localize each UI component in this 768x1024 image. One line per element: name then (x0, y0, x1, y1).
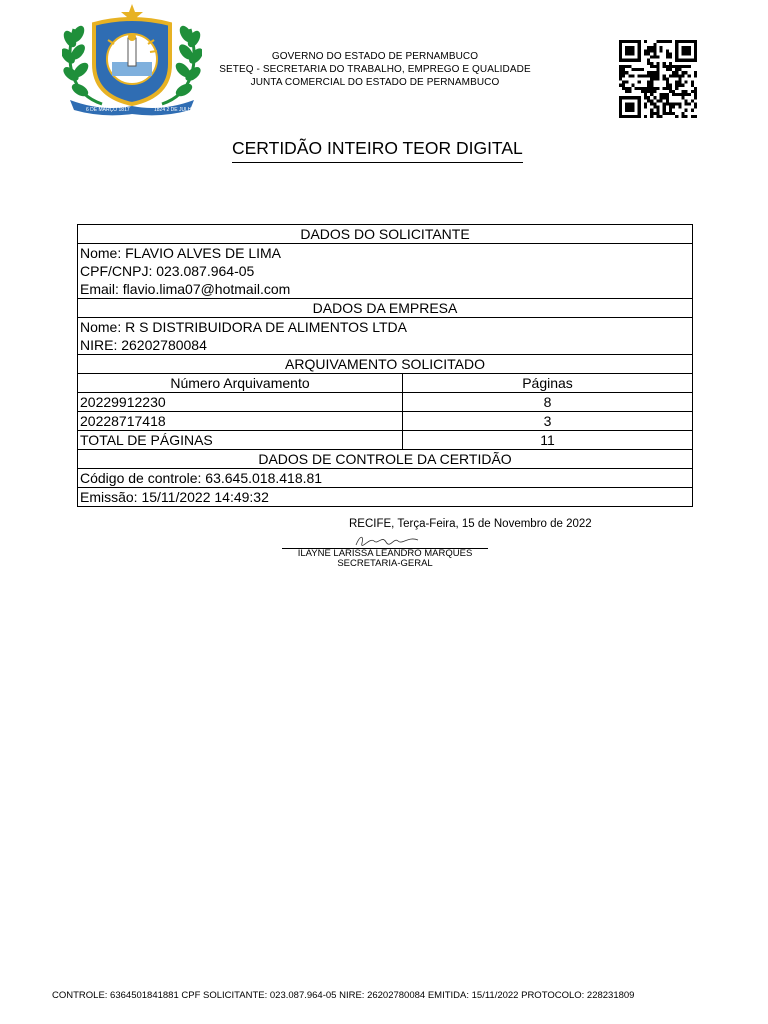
table-row (78, 393, 693, 412)
arquivamento-numero: 20229912230 (78, 393, 403, 412)
header-line-government: GOVERNO DO ESTADO DE PERNAMBUCO (271, 51, 479, 62)
certificate-table (77, 224, 693, 507)
header-line-secretariat: SETEQ - SECRETARIA DO TRABALHO, EMPREGO E QUALIDADE (219, 64, 531, 75)
arquivamento-paginas: 8 (403, 393, 693, 412)
table-row (78, 412, 693, 431)
section-arquivamento-heading: ARQUIVAMENTO SOLICITADO (78, 355, 693, 374)
solicitante-cpf: CPF/CNPJ: 023.087.964-05 (78, 262, 693, 280)
controle-emissao: Emissão: 15/11/2022 14:49:32 (78, 488, 693, 507)
solicitante-nome: Nome: FLAVIO ALVES DE LIMA (78, 244, 693, 263)
government-header (200, 50, 550, 89)
section-controle-heading: DADOS DE CONTROLE DA CERTIDÃO (78, 450, 693, 469)
section-empresa-heading: DADOS DA EMPRESA (78, 299, 693, 318)
controle-codigo: Código de controle: 63.645.018.418.81 (78, 469, 693, 488)
page-title: CERTIDÃO INTEIRO TEOR DIGITAL (232, 138, 523, 163)
header-line-junta: JUNTA COMERCIAL DO ESTADO DE PERNAMBUCO (250, 77, 500, 88)
total-paginas-value: 11 (403, 431, 693, 450)
column-header-numero: Número Arquivamento (78, 374, 403, 393)
arquivamento-paginas: 3 (403, 412, 693, 431)
place-and-date: RECIFE, Terça-Feira, 15 de Novembro de 2022 (349, 518, 592, 530)
signer-name: ILAYNE LARISSA LEANDRO MARQUES (297, 548, 473, 559)
signer-block (270, 549, 500, 569)
arquivamento-column-headers (78, 374, 693, 393)
seal-ribbon-right-text: 1824 2 DE JULHO (154, 107, 196, 113)
solicitante-email: Email: flavio.lima07@hotmail.com (78, 280, 693, 299)
section-header-row (78, 225, 693, 244)
signature-scribble-icon (352, 531, 422, 549)
empresa-nome: Nome: R S DISTRIBUIDORA DE ALIMENTOS LTDA (78, 318, 693, 337)
seal-ribbon-left-text: 6 DE MARÇO 1817 (86, 107, 130, 113)
arquivamento-numero: 20228717418 (78, 412, 403, 431)
total-paginas-label: TOTAL DE PÁGINAS (78, 431, 403, 450)
signer-role: SECRETARIA-GERAL (337, 558, 433, 569)
column-header-paginas: Páginas (403, 374, 693, 393)
total-row (78, 431, 693, 450)
section-solicitante-heading: DADOS DO SOLICITANTE (78, 225, 693, 244)
pernambuco-coat-of-arms-icon (62, 4, 202, 118)
empresa-nire: NIRE: 26202780084 (78, 336, 693, 355)
qr-code-icon (617, 40, 699, 118)
footer-control-line: CONTROLE: 6364501841881 CPF SOLICITANTE: 023.087.964-05 NIRE: 26202780084 EMITIDA: 15/11/2022 PROTOCOLO: 228231809 (52, 990, 635, 1001)
